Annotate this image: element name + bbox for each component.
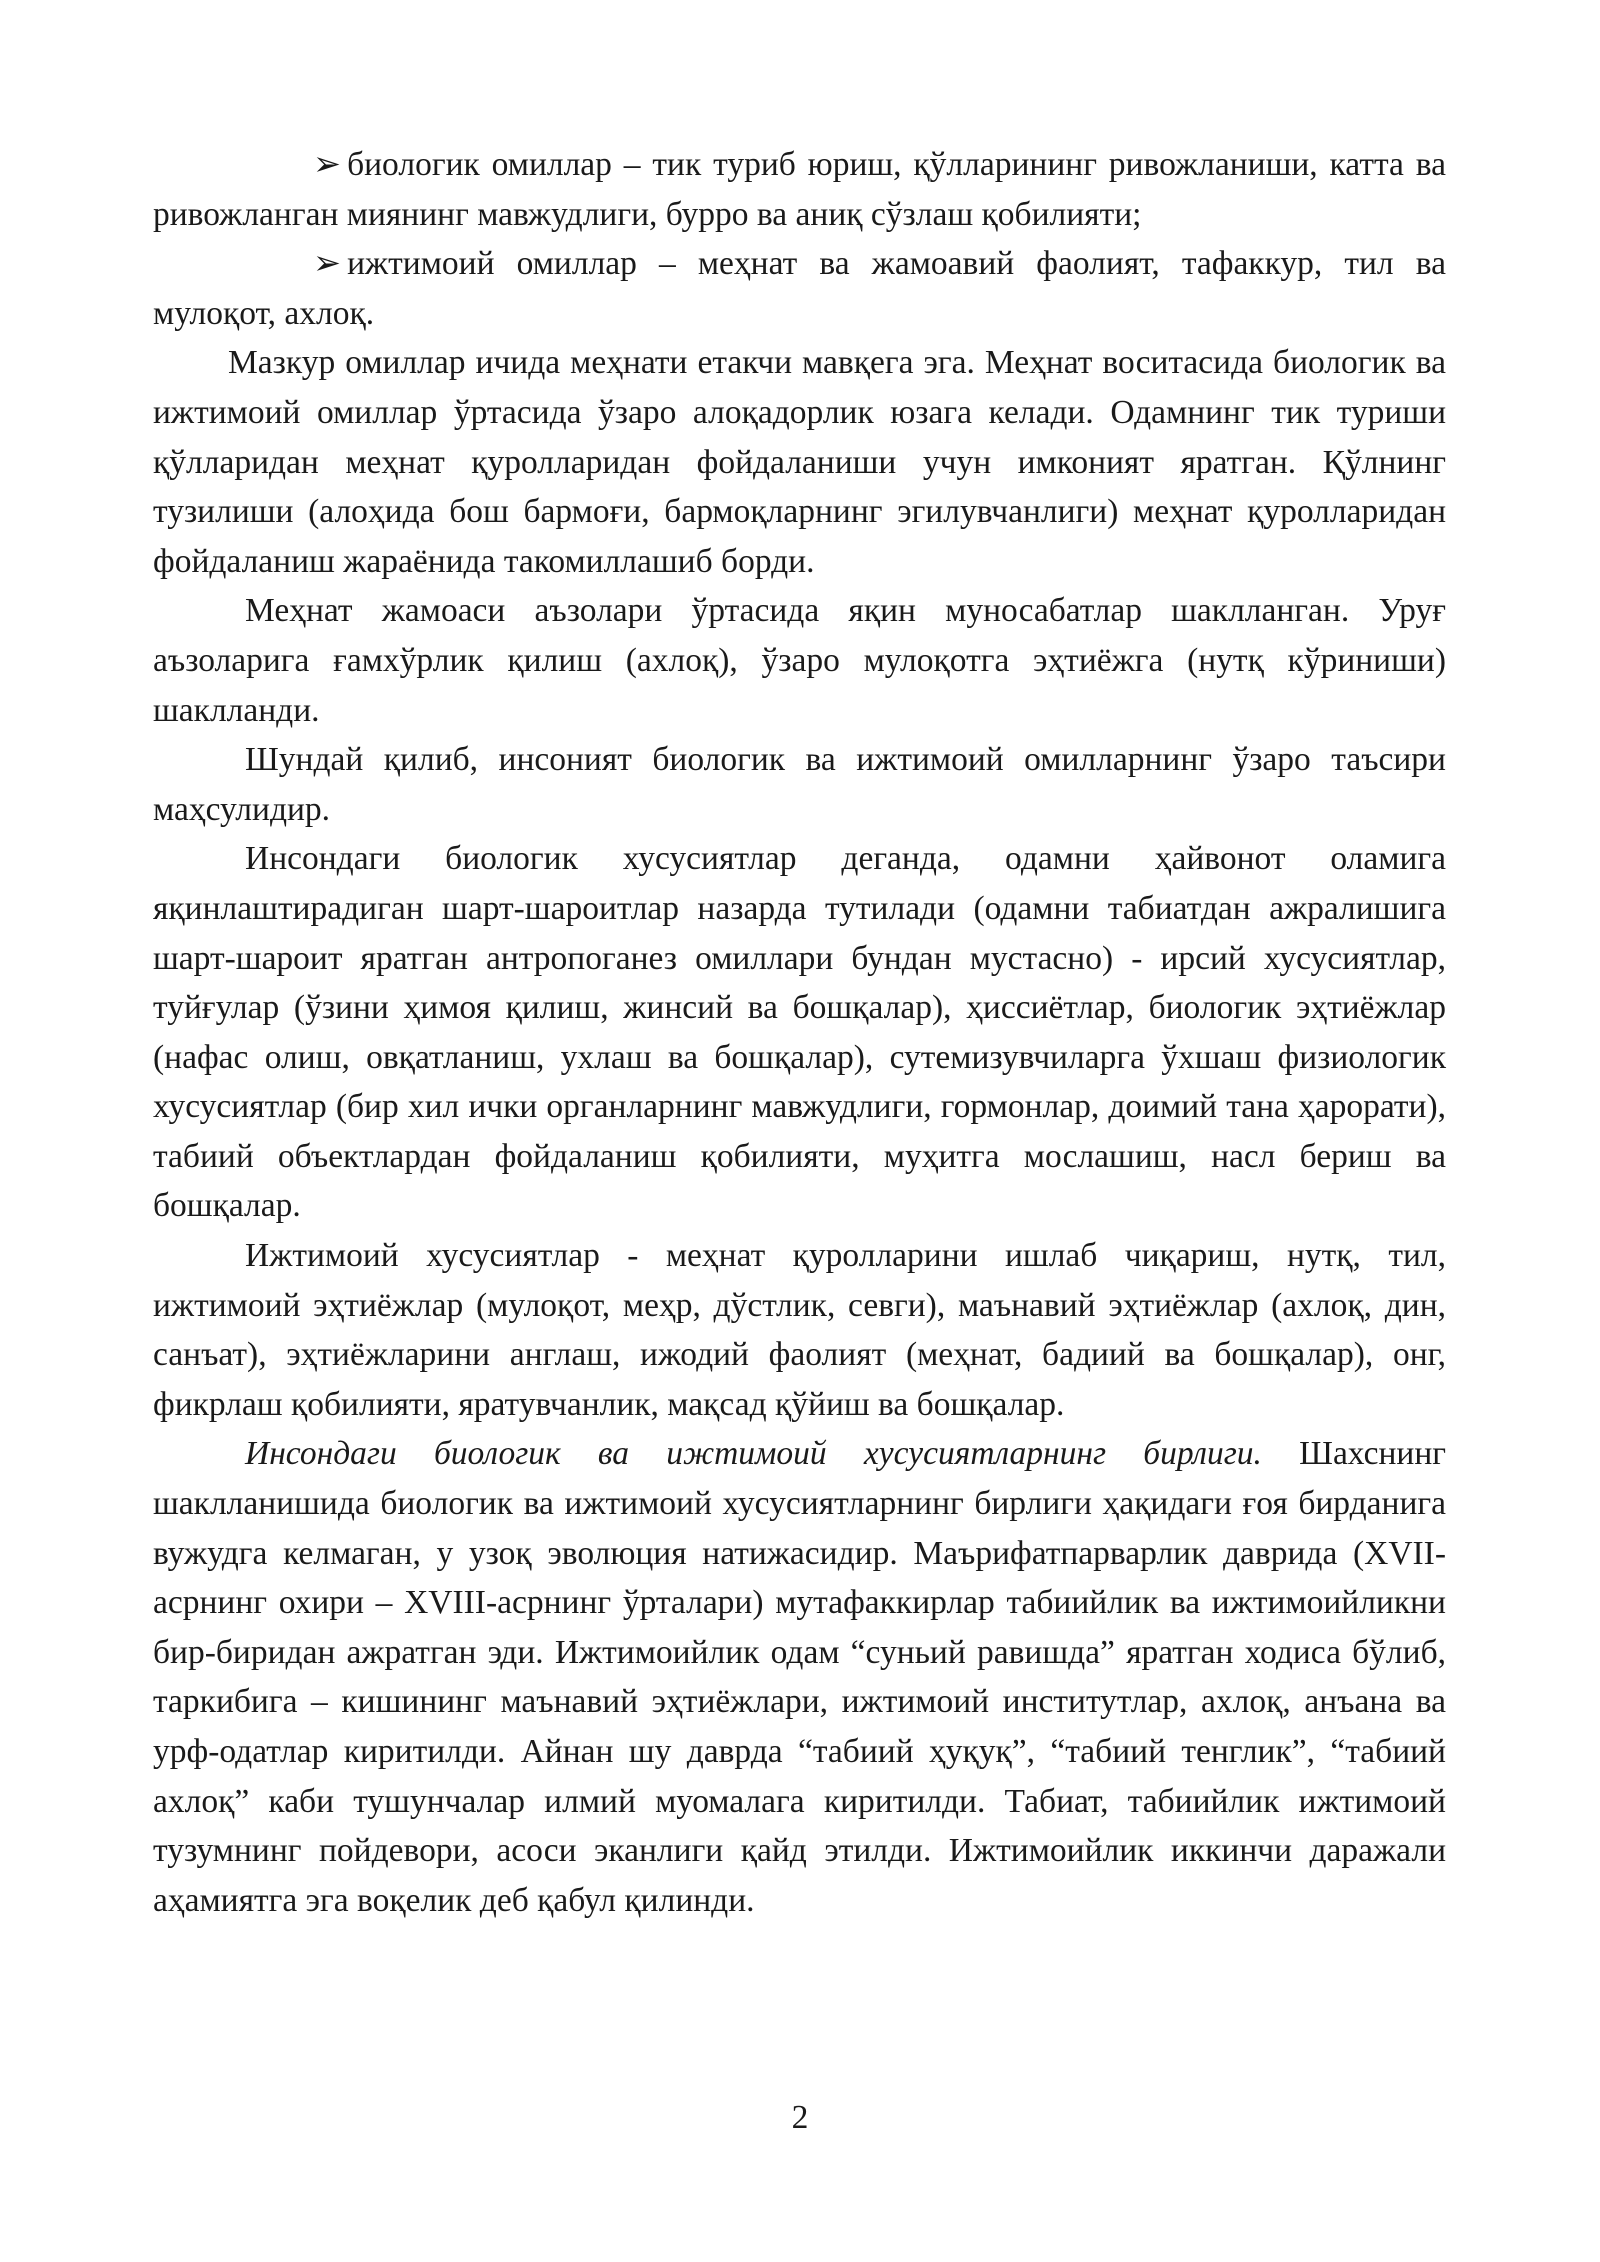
bullet-text: ижтимоий омиллар – меҳнат ва жамоавий фаолият, тафаккур, тил ва мулоқот, ахлоқ. (153, 245, 1446, 332)
arrow-bullet-icon: ➢ (313, 245, 342, 283)
bullet-text: биологик омиллар – тик туриб юриш, қўлларининг ривожланиши, катта ва ривожланган миянинг мавжудлиги, бурро ва аниқ сўзлаш қобилияти; (153, 146, 1446, 233)
document-body (153, 140, 1446, 1925)
paragraph-unity-text: Шахснинг шаклланишида биологик ва ижтимоий хусусиятларнинг бирлиги ҳақидаги ғоя бирданига вужудга келмаган, у узоқ эволюция натижасидир. Маърифатпарварлик даврида (XVII-асрнинг охири – XVIII-асрнинг ўрталари) мутафаккирлар табиийлик ва ижтимоийликни бир-биридан ажратган эди. Ижтимоийлик одам “суньий равишда” яратган ходиса бўлиб, таркибига – кишининг маънавий эҳтиёжлари, ижтимоий институтлар, ахлоқ, анъана ва урф-одатлар киритилди. Айнан шу даврда “табиий ҳуқуқ”, “табиий тенглик”, “табиий ахлоқ” каби тушунчалар илмий муомалага киритилди. Табиат, табиийлик ижтимоий тузумнинг пойдевори, асоси эканлиги қайд этилди. Ижтимоийлик иккинчи даражали аҳамиятга эга воқелик деб қабул қилинди. (153, 1435, 1446, 1919)
arrow-bullet-icon: ➢ (313, 146, 342, 183)
paragraph-labor-community: Меҳнат жамоаси аъзолари ўртасида яқин муносабатлар шаклланган. Уруғ аъзоларига ғамхўрлик қилиш (ахлоқ), ўзаро мулоқотга эҳтиёжга (нутқ кўриниши) шаклланди. (153, 592, 1446, 729)
bullet-item-social (153, 239, 1446, 338)
paragraph-labor-role: Мазкур омиллар ичида меҳнати етакчи мавқега эга. Меҳнат воситасида биологик ва ижтимоий омиллар ўртасида ўзаро алоқадорлик юзага келади. Одамнинг тик туриши қўлларидан меҳнат қуролларидан фойдаланиши учун имконият яратган. Қўлнинг тузилиши (алоҳида бош бармоғи, бармоқларнинг эгилувчанлиги) меҳнат қуролларидан фойдаланиш жараёнида такомиллашиб борди. (153, 344, 1446, 580)
paragraph-unity (153, 1429, 1446, 1925)
paragraph-social-traits: Ижтимоий хусусиятлар - меҳнат қуролларини ишлаб чиқариш, нутқ, тил, ижтимоий эҳтиёжлар (мулоқот, меҳр, дўстлик, севги), маънавий эҳтиёжлар (ахлоқ, дин, санъат), эҳтиёжларини англаш, ижодий фаолият (меҳнат, бадиий ва бошқалар), онг, фикрлаш қобилияти, яратувчанлик, мақсад қўйиш ва бошқалар. (153, 1237, 1446, 1423)
paragraph-conclusion: Шундай қилиб, инсоният биологик ва ижтимоий омилларнинг ўзаро таъсири маҳсулидир. (153, 741, 1446, 828)
section-heading-italic: Инсондаги биологик ва ижтимоий хусусиятларнинг бирлиги. (245, 1435, 1262, 1473)
paragraph-biological-traits: Инсондаги биологик хусусиятлар деганда, одамни ҳайвонот оламига яқинлаштирадиган шарт-шароитлар назарда тутилади (одамни табиатдан ажралишига шарт-шароит яратган антропоганез омиллари бундан мустасно) - ирсий хусусиятлар, туйғулар (ўзини ҳимоя қилиш, жинсий ва бошқалар), ҳиссиётлар, биологик эҳтиёжлар (нафас олиш, овқатланиш, ухлаш ва бошқалар), сутемизувчиларга ўхшаш физиологик хусусиятлар (бир хил ички органларнинг мавжудлиги, гормонлар, доимий тана ҳарорати), табиий объектлардан фойдаланиш қобилияти, муҳитга мослашиш, насл бериш ва бошқалар. (153, 840, 1446, 1225)
bullet-item-biological (153, 140, 1446, 239)
page-number: 2 (791, 2099, 809, 2136)
